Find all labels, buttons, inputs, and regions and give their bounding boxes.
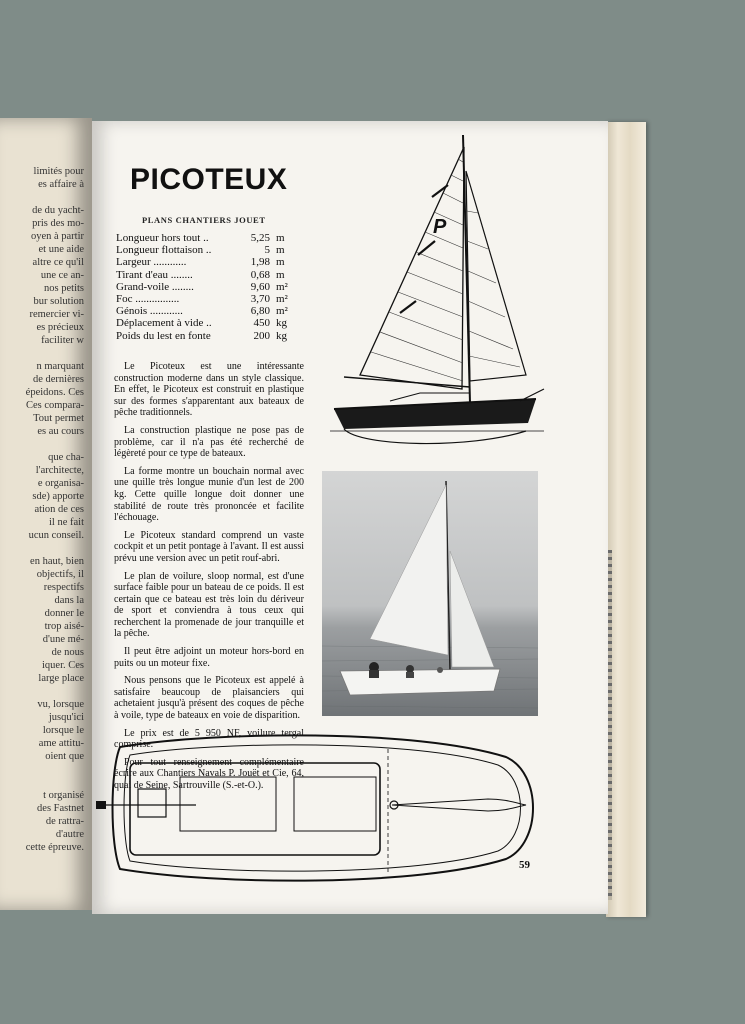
spec-row [116, 281, 306, 293]
spec-row [116, 256, 306, 268]
facing-page-line: es précieux [36, 322, 84, 333]
spec-label: Déplacement à vide .. [116, 317, 212, 330]
facing-page-line: objectifs, il [36, 569, 84, 580]
spec-row [116, 232, 306, 244]
facing-page-line: n marquant [36, 361, 84, 372]
facing-page-line: de du yacht- [32, 205, 84, 216]
spec-value: 450 [253, 317, 270, 330]
spec-value: 5 [264, 244, 270, 257]
facing-page-line: cette épreuve. [25, 842, 84, 853]
spec-label: Tirant d'eau ........ [116, 268, 193, 281]
spec-label: Longueur flottaison .. [116, 244, 212, 257]
facing-page-line: épeidons. Ces [25, 387, 84, 398]
body-paragraph: Le Picoteux est une intéressante construction moderne dans un style classique. En effet, le Picoteux est construit en plastique sur des formes s'apparentant aux bateaux de pêche traditionnels. [114, 361, 304, 419]
facing-page-line: large place [38, 673, 84, 684]
facing-page-line: il ne fait [49, 517, 84, 528]
spec-value: 0,68 [250, 268, 270, 281]
transom-box [138, 789, 166, 817]
facing-page-line: respectifs [43, 582, 84, 593]
cabin-line [390, 393, 470, 401]
foredeck-line [392, 799, 526, 811]
facing-page-line: faciliter w [41, 335, 84, 346]
rudder-head [96, 801, 106, 809]
spec-value: 6,80 [250, 305, 270, 318]
spec-unit: m [276, 244, 285, 257]
spec-row [116, 330, 306, 342]
facing-page-line: ucun conseil. [28, 530, 84, 541]
spec-table [116, 232, 306, 342]
facing-page-line: que cha- [48, 452, 84, 463]
facing-page-line: donner le [44, 608, 84, 619]
foredeck-hatch [294, 777, 376, 831]
facing-page-line: es affaire à [38, 179, 84, 190]
facing-page-line: dans la [54, 595, 84, 606]
body-paragraph: Le plan de voilure, sloop normal, est d'une surface faible pour un bateau de ce poids. Il est certain que ce bateau est très loin du dériveur de sport et conviendra à tous ceux qui recherchent la promenade de jour tranquille et la pêche. [114, 570, 304, 640]
spec-row [116, 293, 306, 305]
hull-outline [113, 735, 534, 880]
body-paragraph: Nous pensons que le Picoteux est appelé à satisfaire beaucoup de plaisanciers qui achetaient jusqu'à présent des coques de pêche à voile, type de bateaux en voie de disparition. [114, 675, 304, 722]
facing-page-line: de nous [51, 647, 84, 658]
cockpit-seat [180, 777, 276, 831]
facing-page-line: Ces compara- [25, 400, 84, 411]
facing-page-line: l'architecte, [35, 465, 84, 476]
facing-page-line: d'une mé- [42, 634, 84, 645]
sail-plan-drawing [330, 131, 546, 461]
sail-letter: P [433, 216, 447, 238]
page-stack-edge [606, 122, 646, 917]
facing-page-line: iquer. Ces [42, 660, 84, 671]
facing-page-line: et une aide [38, 244, 84, 255]
spec-value: 3,70 [250, 293, 270, 306]
spec-unit: m² [276, 305, 288, 318]
spec-value: 9,60 [250, 280, 270, 293]
facing-page-line: trop aisé- [44, 621, 84, 632]
facing-page-line: ame attitu- [38, 738, 84, 749]
facing-page-line: jusqu'ici [48, 712, 84, 723]
spec-row [116, 269, 306, 281]
spec-row [116, 305, 306, 317]
spec-label: Foc ................ [116, 293, 180, 306]
spec-label: Grand-voile ........ [116, 280, 194, 293]
facing-page-line: sde) apporte [32, 491, 84, 502]
facing-page-line: es au cours [37, 426, 84, 437]
spec-label: Poids du lest en fonte [116, 329, 211, 342]
battens [400, 185, 448, 313]
page-subtitle: PLANS CHANTIERS JOUET [142, 215, 266, 225]
spec-value: 200 [253, 329, 270, 342]
spec-label: Largeur ............ [116, 256, 187, 269]
facing-page-line: oient que [45, 751, 84, 762]
spec-row [116, 317, 306, 329]
body-paragraph: Le prix est de 5 950 NF, voilure tergal comprise. [114, 727, 304, 751]
book-page [92, 121, 608, 914]
mainsail [360, 147, 464, 389]
facing-page-line: limités pour [33, 166, 84, 177]
facing-page-line: pris des mo- [32, 218, 84, 229]
jib-panels [467, 211, 520, 367]
spec-unit: m [276, 232, 285, 244]
facing-page [0, 118, 92, 910]
facing-page-line: t organisé [43, 790, 84, 801]
facing-page-line: bur solution [33, 296, 84, 307]
facing-page-line: remercier vi- [29, 309, 84, 320]
spec-unit: m [276, 268, 285, 281]
boat-photograph [322, 471, 538, 716]
deck-plan-drawing [96, 725, 546, 895]
spec-value: 5,25 [250, 232, 270, 244]
facing-page-line: oyen à partir [30, 231, 84, 242]
body-paragraph: Pour tout renseignement complémentaire écrire aux Chantiers Navals P. Jouët et Cie, 64, quai de Seine, Sartrouville (S.-et-O.). [114, 756, 304, 791]
facing-page-line: des Fastnet [37, 803, 84, 814]
body-paragraph: La forme montre un bouchain normal avec une quille très longue munie d'un lest de 200 kg. Cette quille longue doit donner une stabilité de route très prononcée et facilite l'échouage. [114, 465, 304, 524]
spec-value: 1,98 [250, 256, 270, 269]
facing-page-line: vu, lorsque [37, 699, 84, 710]
spec-row [116, 244, 306, 256]
spec-unit: kg [276, 329, 287, 342]
facing-page-line: altre ce qu'il [32, 257, 84, 268]
page-title: PICOTEUX [130, 163, 288, 196]
facing-page-line: Tout permet [33, 413, 84, 424]
boom [344, 377, 470, 387]
spec-unit: kg [276, 317, 287, 330]
facing-page-line: ation de ces [34, 504, 84, 515]
spec-label: Génois ............ [116, 305, 183, 318]
facing-page-line: lorsque le [42, 725, 84, 736]
facing-page-line: d'autre [55, 829, 84, 840]
spec-unit: m [276, 256, 285, 269]
facing-page-line: de rattra- [45, 816, 84, 827]
page-number: 59 [519, 859, 530, 871]
body-paragraph: La construction plastique ne pose pas de problème, car il n'a pas été recherché de légèreté pour ce type de bateaux. [114, 424, 304, 460]
body-paragraph: Il peut être adjoint un moteur hors-bord en puits ou un moteur fixe. [114, 646, 304, 669]
facing-page-line: e organisa- [37, 478, 84, 489]
facing-page-line: en haut, bien [30, 556, 84, 567]
spec-unit: m² [276, 280, 288, 293]
jib [466, 171, 526, 381]
spec-unit: m² [276, 293, 288, 306]
spec-label: Longueur hors tout .. [116, 232, 209, 244]
mainsail-panels [371, 159, 463, 381]
facing-page-line: de dernières [32, 374, 84, 385]
body-paragraph: Le Picoteux standard comprend un vaste cockpit et un petit pontage à l'avant. Il est aussi prévu une version avec un petit rouf-abri. [114, 529, 304, 564]
facing-page-line: une ce an- [40, 270, 84, 281]
facing-page-line: nos petits [44, 283, 84, 294]
